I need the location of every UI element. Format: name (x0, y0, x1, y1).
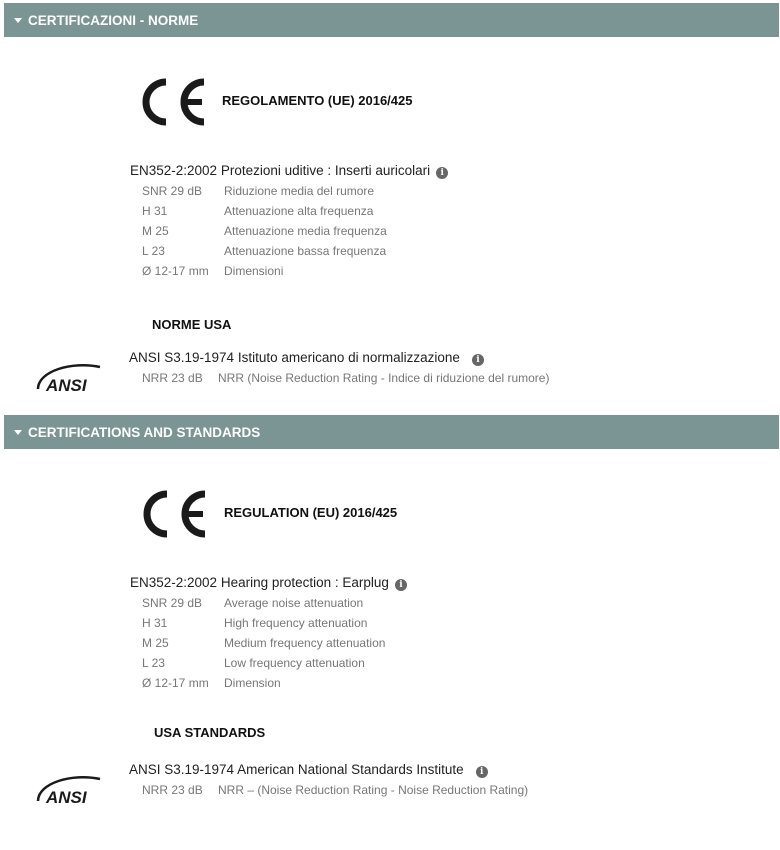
ansi-logo-text: ANSI (46, 376, 87, 395)
section-header-certificazioni[interactable] (4, 3, 779, 37)
regulation-title: REGULATION (EU) 2016/425 (224, 505, 398, 520)
spec-key: M 25 (142, 224, 169, 238)
info-icon[interactable]: i (472, 354, 484, 366)
spec-value: Attenuazione bassa frequenza (224, 244, 387, 258)
regulation-title: REGOLAMENTO (UE) 2016/425 (222, 93, 413, 108)
standard-title (130, 575, 407, 591)
info-icon[interactable]: i (436, 167, 448, 179)
spec-key: H 31 (142, 616, 168, 630)
ansi-standard-text: ANSI S3.19-1974 Istituto americano di normalizzazione (129, 350, 460, 365)
spec-value: Attenuazione media frequenza (224, 224, 387, 238)
spec-value: Riduzione media del rumore (224, 184, 375, 198)
ce-mark-logo (137, 488, 211, 540)
info-icon[interactable]: i (476, 766, 488, 778)
section-header-label: CERTIFICATIONS AND STANDARDS (28, 424, 261, 440)
spec-key: L 23 (142, 244, 165, 258)
spec-key: SNR 29 dB (142, 596, 203, 610)
standard-title-text: EN352-2:2002 Protezioni uditive : Inserti auricolari (130, 163, 431, 178)
caret-down-icon (14, 430, 22, 435)
usa-standards-title: USA STANDARDS (154, 725, 266, 740)
section-header-label: CERTIFICAZIONI - NORME (28, 12, 199, 28)
ansi-logo (32, 771, 102, 811)
info-icon[interactable]: i (395, 579, 407, 591)
spec-value: Dimensioni (224, 264, 284, 278)
spec-key: L 23 (142, 656, 165, 670)
spec-key: Ø 12-17 mm (142, 264, 209, 278)
spec-value: Low frequency attenuation (224, 656, 365, 670)
spec-value: Attenuazione alta frequenza (224, 204, 374, 218)
spec-key: M 25 (142, 636, 169, 650)
spec-value: Medium frequency attenuation (224, 636, 386, 650)
spec-key: SNR 29 dB (142, 184, 203, 198)
spec-value: NRR (Noise Reduction Rating - Indice di riduzione del rumore) (218, 371, 550, 385)
spec-value: NRR – (Noise Reduction Rating - Noise Reduction Rating) (218, 783, 529, 797)
spec-key: NRR 23 dB (142, 783, 203, 797)
spec-value: High frequency attenuation (224, 616, 368, 630)
ansi-standard-title (129, 762, 488, 778)
spec-key: H 31 (142, 204, 168, 218)
spec-value: Average noise attenuation (224, 596, 364, 610)
standard-title (130, 163, 448, 179)
ansi-standard-title (129, 350, 484, 366)
spec-key: Ø 12-17 mm (142, 676, 209, 690)
standard-title-text: EN352-2:2002 Hearing protection : Earplug (130, 575, 389, 590)
ce-mark-logo (136, 76, 210, 128)
section-header-certifications[interactable] (4, 415, 779, 449)
ansi-standard-text: ANSI S3.19-1974 American National Standards Institute (129, 762, 464, 777)
spec-key: NRR 23 dB (142, 371, 203, 385)
caret-down-icon (14, 18, 22, 23)
spec-value: Dimension (224, 676, 281, 690)
usa-standards-title: NORME USA (152, 317, 232, 332)
ansi-logo-text: ANSI (46, 788, 87, 807)
ansi-logo (32, 359, 102, 399)
